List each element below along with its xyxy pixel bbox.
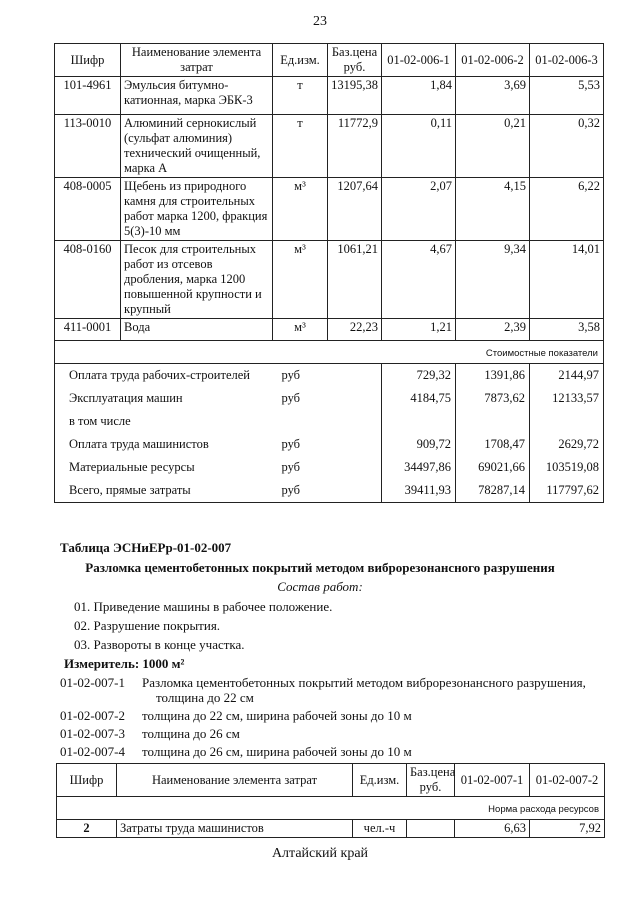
cell-v2: 3,69 (456, 77, 530, 115)
table-row (57, 820, 605, 838)
cost-label: Всего, прямые затраты (55, 479, 328, 503)
cost-unit (328, 410, 382, 433)
item-code: 01-02-007-2 (60, 708, 125, 723)
item-text-cont: толщина до 22 см (156, 690, 254, 705)
page-footer: Алтайский край (271, 846, 369, 861)
cost-row (55, 410, 604, 433)
cost-label: Оплата труда машинистов (55, 433, 328, 456)
cell-name: Щебень из природного камня для строительных работ марка 1200, фракция 5(3)-10 мм (121, 178, 273, 241)
header-col2: 01-02-006-2 (456, 44, 530, 77)
cost-row (55, 456, 604, 479)
cell-v1: 0,11 (382, 115, 456, 178)
cell-name: Алюминий сернокислый (сульфат алюминия) технический очищенный, марка А (121, 115, 273, 178)
section-subtitle: Разломка цементобетонных покрытий методом виброрезонансного разрушения (85, 560, 555, 575)
header-col1: 01-02-007-1 (455, 764, 530, 797)
cost-v1 (382, 410, 456, 433)
cost-label: Материальные ресурсы (55, 456, 328, 479)
item-code: 01-02-007-3 (60, 726, 125, 741)
cell-v2: 7,92 (530, 820, 605, 838)
cost-v2: 1708,47 (456, 433, 530, 456)
item-code: 01-02-007-1 (60, 675, 125, 690)
work-item: 03. Развороты в конце участка. (74, 637, 245, 652)
header-code: Шифр (57, 764, 117, 797)
cost-v2: 69021,66 (456, 456, 530, 479)
cell-v1: 1,21 (382, 319, 456, 341)
cell-price (407, 820, 455, 838)
cell-unit: м³ (273, 319, 328, 341)
cell-v3: 14,01 (530, 241, 604, 319)
cell-v3: 0,32 (530, 115, 604, 178)
cost-v1: 909,72 (382, 433, 456, 456)
cost-v1: 4184,75 (382, 387, 456, 410)
cell-name: Эмульсия битумно-катионная, марка ЭБК-3 (121, 77, 273, 115)
cell-name: Затраты труда машинистов (117, 820, 353, 838)
table-header-row (57, 764, 605, 797)
cell-price: 11772,9 (328, 115, 382, 178)
table-row (55, 319, 604, 341)
work-item: 01. Приведение машины в рабочее положение. (74, 599, 333, 614)
cell-price: 1207,64 (328, 178, 382, 241)
cell-code: 101-4961 (55, 77, 121, 115)
cost-v3: 2629,72 (530, 433, 604, 456)
header-price: Баз.цена руб. (328, 44, 382, 77)
cell-price: 22,23 (328, 319, 382, 341)
cost-v2: 7873,62 (456, 387, 530, 410)
work-item: 02. Разрушение покрытия. (74, 618, 221, 633)
cell-v3: 3,58 (530, 319, 604, 341)
table-header-row (55, 44, 604, 77)
header-code: Шифр (55, 44, 121, 77)
table-row (55, 178, 604, 241)
works-title: Состав работ: (277, 579, 363, 594)
header-col1: 01-02-006-1 (382, 44, 456, 77)
cell-v2: 4,15 (456, 178, 530, 241)
cell-v1: 2,07 (382, 178, 456, 241)
cell-unit: чел.-ч (353, 820, 407, 838)
header-col3: 01-02-006-3 (530, 44, 604, 77)
cell-unit: м³ (273, 241, 328, 319)
cost-v1: 34497,86 (382, 456, 456, 479)
cost-v2 (456, 410, 530, 433)
header-price: Баз.цена руб. (407, 764, 455, 797)
cost-v3 (530, 410, 604, 433)
section-label: Стоимостные показатели (55, 341, 604, 364)
cell-v1: 1,84 (382, 77, 456, 115)
cost-v3: 2144,97 (530, 364, 604, 388)
cell-price: 13195,38 (328, 77, 382, 115)
item-text: толщина до 22 см, ширина рабочей зоны до 10 м (142, 708, 412, 723)
cell-v1: 4,67 (382, 241, 456, 319)
cell-code: 113-0010 (55, 115, 121, 178)
cost-unit: руб (278, 364, 332, 388)
cost-v3: 12133,57 (530, 387, 604, 410)
cell-v1: 6,63 (455, 820, 530, 838)
cost-label: Оплата труда рабочих-строителей (55, 364, 328, 388)
cost-v1: 39411,93 (382, 479, 456, 503)
table-title: Таблица ЭСНиЕРр-01-02-007 (60, 540, 232, 555)
cell-code: 408-0005 (55, 178, 121, 241)
cell-name: Вода (121, 319, 273, 341)
cost-v3: 103519,08 (530, 456, 604, 479)
meter: Измеритель: 1000 м² (64, 656, 185, 671)
item-text: толщина до 26 см, ширина рабочей зоны до 10 м (142, 744, 412, 759)
cell-code: 411-0001 (55, 319, 121, 341)
cost-row (55, 387, 604, 410)
table-row (55, 115, 604, 178)
item-text: толщина до 26 см (142, 726, 240, 741)
cost-v1: 729,32 (382, 364, 456, 388)
cost-row (55, 433, 604, 456)
cell-unit: т (273, 115, 328, 178)
cost-label: Эксплуатация машин (55, 387, 328, 410)
cell-v2: 9,34 (456, 241, 530, 319)
header-name: Наименование элемента затрат (117, 764, 353, 797)
cell-price: 1061,21 (328, 241, 382, 319)
cell-unit: т (273, 77, 328, 115)
cell-v2: 2,39 (456, 319, 530, 341)
cost-unit: руб (278, 387, 332, 410)
section-row (55, 341, 604, 364)
section-row (57, 797, 605, 820)
cost-v2: 1391,86 (456, 364, 530, 388)
resources-table-007 (56, 763, 605, 838)
cell-unit: м³ (273, 178, 328, 241)
header-unit: Ед.изм. (353, 764, 407, 797)
cost-unit: руб (278, 433, 332, 456)
cell-v3: 5,53 (530, 77, 604, 115)
cost-row (55, 364, 604, 388)
item-code: 01-02-007-4 (60, 744, 125, 759)
cell-code: 2 (57, 820, 117, 838)
section-label: Норма расхода ресурсов (57, 797, 605, 820)
header-unit: Ед.изм. (273, 44, 328, 77)
cost-unit: руб (278, 456, 332, 479)
cost-row (55, 479, 604, 503)
table-row (55, 241, 604, 319)
cell-code: 408-0160 (55, 241, 121, 319)
item-text: Разломка цементобетонных покрытий методом виброрезонансного разрушения, (142, 675, 586, 690)
header-name: Наименование элемента затрат (121, 44, 273, 77)
cost-label: в том числе (55, 410, 328, 433)
table-row (55, 77, 604, 115)
cell-v2: 0,21 (456, 115, 530, 178)
resources-table-006 (54, 43, 604, 503)
cost-unit: руб (278, 479, 332, 503)
header-col2: 01-02-007-2 (530, 764, 605, 797)
page-number: 23 (313, 14, 327, 29)
cost-v2: 78287,14 (456, 479, 530, 503)
cost-v3: 117797,62 (530, 479, 604, 503)
cell-name: Песок для строительных работ из отсевов дробления, марка 1200 повышенной крупности и крупный (121, 241, 273, 319)
cell-v3: 6,22 (530, 178, 604, 241)
